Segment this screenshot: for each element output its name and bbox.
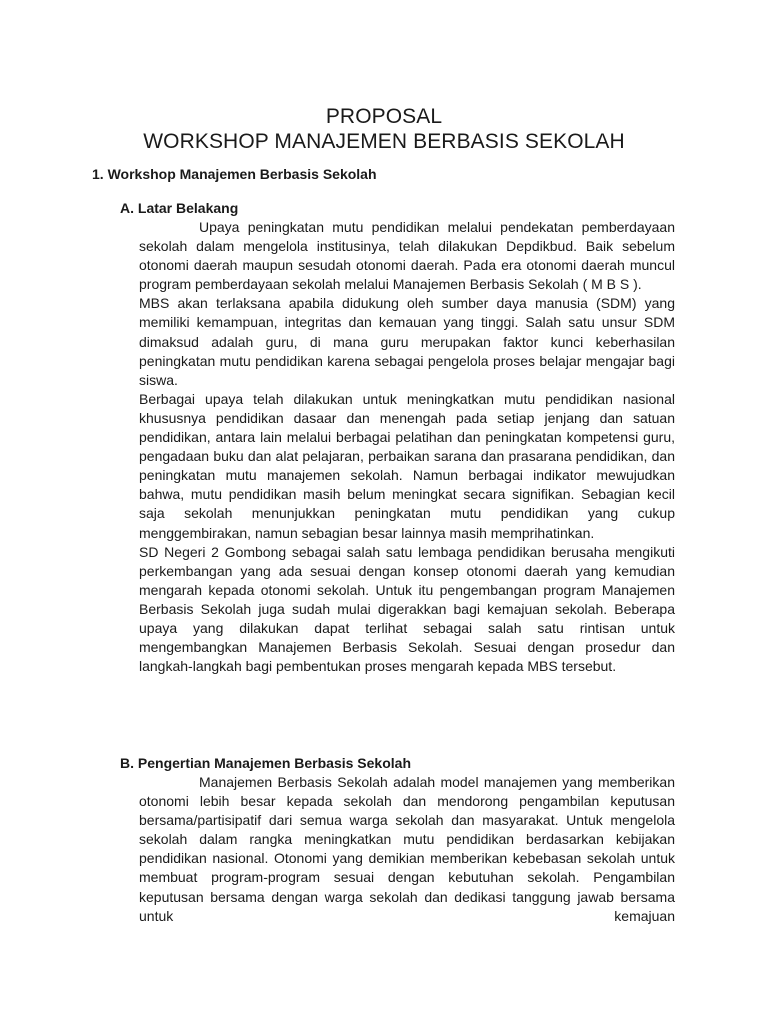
subsection-a-heading: A. Latar Belakang — [120, 200, 239, 216]
subsection-a-body — [139, 218, 675, 676]
paragraph: Berbagai upaya telah dilakukan untuk meningkatkan mutu pendidikan nasional khususnya pendidikan dasaar dan menengah pada setiap jenjang dan satuan pendidikan, antara lain melalui berbagai pelatihan dan peningkatan kompetensi guru, pengadaan buku dan alat pelajaran, perbaikan sarana dan prasarana pendidikan, dan peningkatan mutu manajemen sekolah. Namun berbagai indikator mewujudkan bahwa, mutu pendidikan masih belum meningkat secara signifikan. Sebagian kecil saja sekolah menunjukkan peningkatan mutu pendidikan yang cukup menggembirakan, namun sebagian besar lainnya masih memprihatinkan. — [139, 390, 675, 541]
title-block — [0, 104, 768, 154]
paragraph: MBS akan terlaksana apabila didukung oleh sumber daya manusia (SDM) yang memiliki kemampuan, integritas dan kemauan yang tinggi. Salah satu unsur SDM dimaksud adalah guru, di mana guru merupakan faktor kunci keberhasilan peningkatan mutu pendidikan karena sebagai pengelola proses belajar mengajar bagi siswa. — [139, 295, 675, 388]
subsection-b-body — [139, 773, 675, 926]
paragraph: Upaya peningkatan mutu pendidikan melalui pendekatan pemberdayaan sekolah dalam mengelola institusinya, telah dilakukan Depdikbud. Baik sebelum otonomi daerah maupun sesudah otonomi daerah. Pada era otonomi daerah muncul program pemberdayaan sekolah melalui Manajemen Berbasis Sekolah ( M B S ). — [139, 219, 675, 293]
section-1-heading: 1. Workshop Manajemen Berbasis Sekolah — [92, 166, 377, 182]
paragraph: Manajemen Berbasis Sekolah adalah model manajemen yang memberikan otonomi lebih besar kepada sekolah dan mendorong pengambilan keputusan bersama/partisipatif dari semua warga sekolah dan masyarakat. Untuk mengelola sekolah dalam rangka meningkatkan mutu pendidikan berdasarkan kebijakan pendidikan nasional. Otonomi yang demikian memberikan kebebasan sekolah untuk membuat program-program sesuai dengan kebutuhan sekolah. Pengambilan keputusan bersama dengan warga sekolah dan dedikasi tanggung jawab bersama untuk kemajuan — [139, 774, 675, 924]
subsection-b-heading: B. Pengertian Manajemen Berbasis Sekolah — [120, 755, 411, 771]
paragraph: SD Negeri 2 Gombong sebagai salah satu lembaga pendidikan berusaha mengikuti perkembangan yang ada sesuai dengan konsep otonomi daerah yang kemudian mengarah kepada otonomi sekolah. Untuk itu pengembangan program Manajemen Berbasis Sekolah juga sudah mulai digerakkan bagi kemajuan sekolah. Beberapa upaya yang dilakukan dapat terlihat sebagai salah satu rintisan untuk mengembangkan Manajemen Berbasis Sekolah. Sesuai dengan prosedur dan langkah-langkah bagi pembentukan proses mengarah kepada MBS tersebut. — [139, 543, 675, 675]
document-title-line2: WORKSHOP MANAJEMEN BERBASIS SEKOLAH — [143, 130, 625, 153]
document-title-line1: PROPOSAL — [325, 105, 443, 128]
